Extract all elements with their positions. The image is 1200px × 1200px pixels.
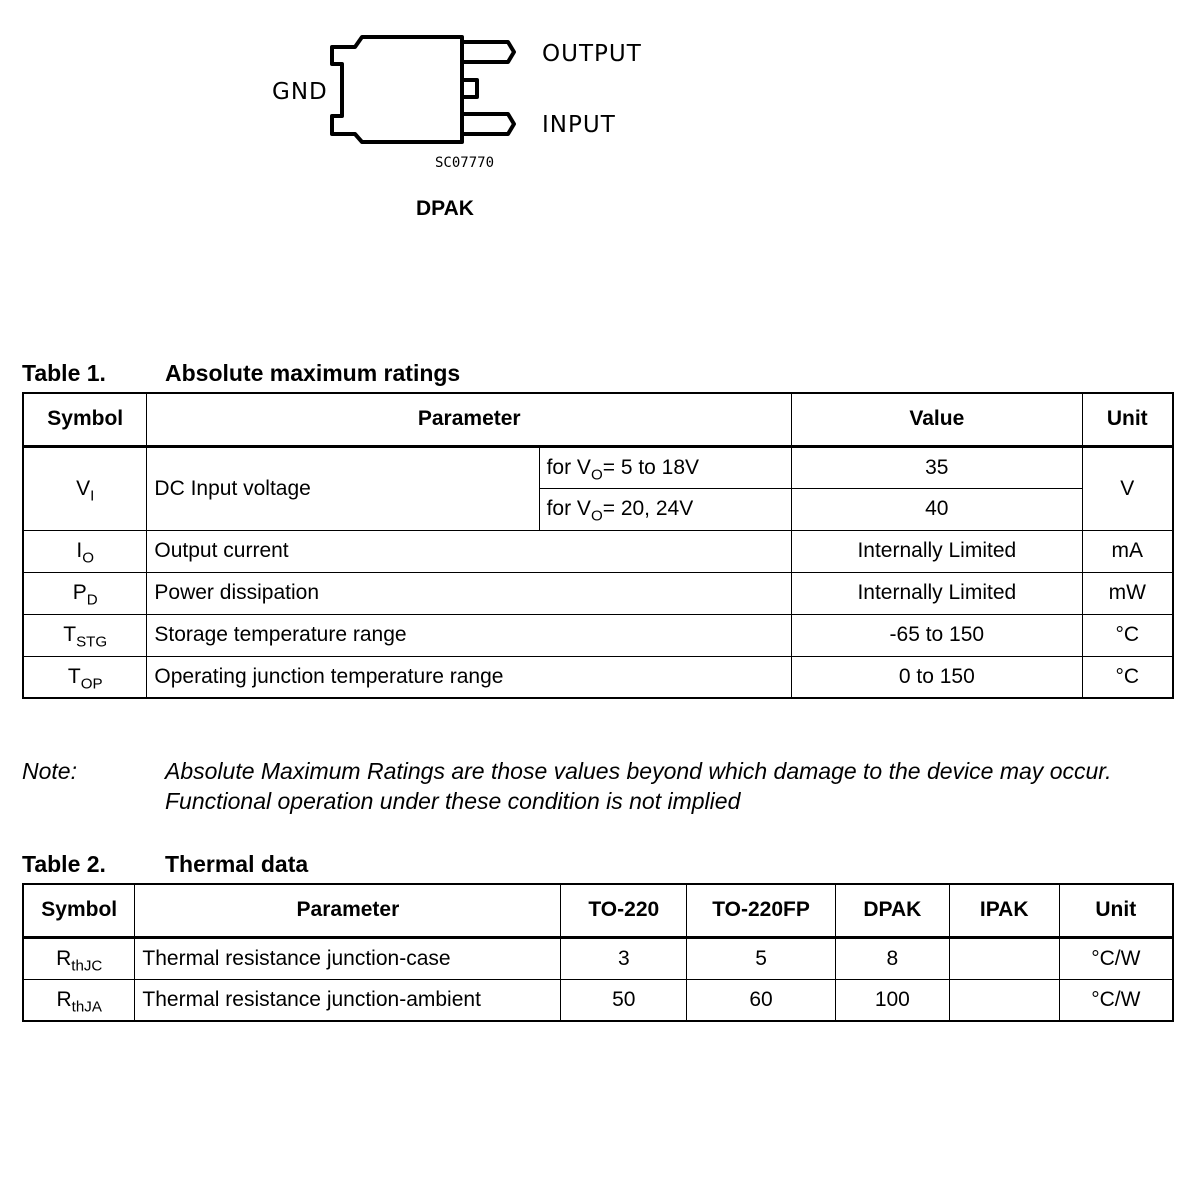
table-header-row bbox=[23, 884, 1173, 937]
header-parameter: Parameter bbox=[147, 393, 792, 446]
thermal-data-table bbox=[22, 883, 1174, 1022]
table1-number: Table 1. bbox=[22, 360, 106, 386]
table-row bbox=[23, 614, 1173, 656]
unit-cell: mW bbox=[1082, 572, 1173, 614]
header-parameter: Parameter bbox=[135, 884, 561, 937]
pin-label-gnd: GND bbox=[272, 79, 328, 105]
dpak-package-diagram bbox=[320, 30, 520, 145]
value-cell: 40 bbox=[792, 488, 1083, 530]
header-to220fp: TO-220FP bbox=[687, 884, 836, 937]
table-row bbox=[23, 530, 1173, 572]
header-dpak: DPAK bbox=[835, 884, 949, 937]
table-row bbox=[23, 446, 1173, 488]
table-header-row bbox=[23, 393, 1173, 446]
to220-cell: 3 bbox=[561, 937, 687, 979]
to220fp-cell: 5 bbox=[687, 937, 836, 979]
table-row bbox=[23, 656, 1173, 698]
symbol-cell: $T_{STG}$ bbox=[23, 614, 147, 656]
unit-cell: °C bbox=[1082, 656, 1173, 698]
absolute-maximum-ratings-table bbox=[22, 392, 1174, 699]
symbol-cell: $T_{OP}$ bbox=[23, 656, 147, 698]
header-ipak: IPAK bbox=[949, 884, 1059, 937]
parameter-cell: Operating junction temperature range bbox=[147, 656, 792, 698]
parameter-cell: Storage temperature range bbox=[147, 614, 792, 656]
unit-cell: V bbox=[1082, 446, 1173, 530]
header-to220: TO-220 bbox=[561, 884, 687, 937]
header-unit: Unit bbox=[1082, 393, 1173, 446]
ipak-cell bbox=[949, 979, 1059, 1021]
header-symbol: Symbol bbox=[23, 884, 135, 937]
note-text: Absolute Maximum Ratings are those values beyond which damage to the device may occur. Functional operation under these condition is not implied bbox=[165, 758, 1112, 814]
header-unit: Unit bbox=[1059, 884, 1173, 937]
pin-label-output: OUTPUT bbox=[542, 41, 642, 67]
unit-cell: °C bbox=[1082, 614, 1173, 656]
condition-cell: for $V_O= 20$, 24V bbox=[539, 488, 791, 530]
symbol-cell: $P_D$ bbox=[23, 572, 147, 614]
symbol-cell: $I_O$ bbox=[23, 530, 147, 572]
header-symbol: Symbol bbox=[23, 393, 147, 446]
condition-cell: for $V_O= 5$ to 18V bbox=[539, 446, 791, 488]
dpak-cell: 100 bbox=[835, 979, 949, 1021]
symbol-cell: $V_I$ bbox=[23, 446, 147, 530]
value-cell: 0 to 150 bbox=[792, 656, 1083, 698]
value-cell: Internally Limited bbox=[792, 572, 1083, 614]
ipak-cell bbox=[949, 937, 1059, 979]
parameter-cell: Output current bbox=[147, 530, 792, 572]
value-cell: 35 bbox=[792, 446, 1083, 488]
parameter-cell: Thermal resistance junction-ambient bbox=[135, 979, 561, 1021]
table2-title: Thermal data bbox=[165, 851, 309, 877]
pin-label-input: INPUT bbox=[542, 112, 616, 138]
diagram-reference-code: SC07770 bbox=[435, 155, 495, 171]
value-cell: -65 to 150 bbox=[792, 614, 1083, 656]
table2-number: Table 2. bbox=[22, 851, 106, 877]
parameter-cell: Power dissipation bbox=[147, 572, 792, 614]
unit-cell: mA bbox=[1082, 530, 1173, 572]
symbol-cell: $R_{thJC}$ bbox=[23, 937, 135, 979]
to220-cell: 50 bbox=[561, 979, 687, 1021]
value-cell: Internally Limited bbox=[792, 530, 1083, 572]
unit-cell: °C/W bbox=[1059, 937, 1173, 979]
unit-cell: °C/W bbox=[1059, 979, 1173, 1021]
table-row bbox=[23, 572, 1173, 614]
parameter-cell: DC Input voltage bbox=[147, 446, 539, 530]
to220fp-cell: 60 bbox=[687, 979, 836, 1021]
symbol-cell: $R_{thJA}$ bbox=[23, 979, 135, 1021]
parameter-cell: Thermal resistance junction-case bbox=[135, 937, 561, 979]
dpak-cell: 8 bbox=[835, 937, 949, 979]
table-row bbox=[23, 979, 1173, 1021]
table1-title: Absolute maximum ratings bbox=[165, 360, 461, 386]
note-label: Note: bbox=[22, 758, 77, 784]
package-name-caption: DPAK bbox=[416, 197, 474, 220]
table-row bbox=[23, 937, 1173, 979]
header-value: Value bbox=[792, 393, 1083, 446]
